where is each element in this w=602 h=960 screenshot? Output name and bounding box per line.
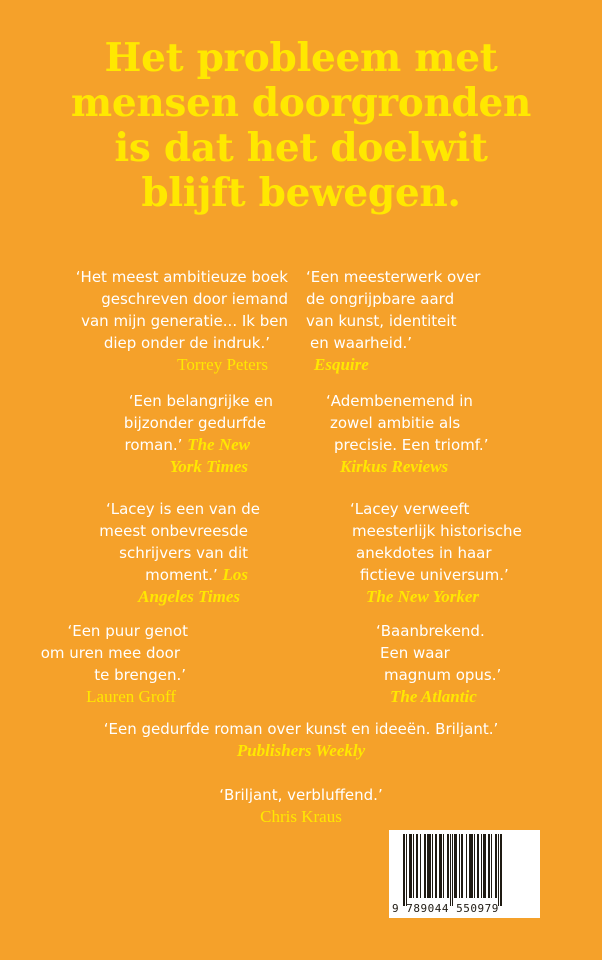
quote-chris-kraus — [0, 784, 602, 828]
quote-line: magnum opus.’ — [384, 666, 502, 684]
quote-line: meest onbevreesde — [99, 522, 248, 540]
quote-line: ‘Een puur genot — [67, 622, 188, 640]
quote-source: The Atlantic — [390, 687, 477, 706]
headline-line: is dat het doelwit — [114, 125, 488, 171]
quote-source: Esquire — [314, 355, 369, 374]
quote-the-atlantic — [306, 620, 501, 708]
quote-line: ‘Adembenemend in — [326, 392, 473, 410]
quote-line: schrijvers van dit — [119, 544, 248, 562]
quote-line: ‘Het meest ambitieuze boek — [75, 268, 288, 286]
quote-line: ‘Lacey verweeft — [350, 500, 470, 518]
isbn-number: 9 789044 550979 — [392, 902, 499, 915]
quote-source-cont: York Times — [169, 457, 248, 476]
barcode-bars — [403, 834, 531, 904]
quote-line: de ongrijpbare aard — [306, 290, 455, 308]
quote-line: ‘Baanbrekend. — [376, 622, 485, 640]
quote-line: moment.’ — [145, 566, 218, 584]
quote-new-yorker — [306, 498, 522, 608]
quote-line: ‘Een belangrijke en — [128, 392, 273, 410]
quote-source: Chris Kraus — [260, 807, 342, 826]
quote-source: The New — [187, 435, 250, 454]
quote-line: van kunst, identiteit — [306, 312, 457, 330]
quote-line: roman.’ — [124, 436, 183, 454]
quote-source: Lauren Groff — [86, 687, 176, 706]
quote-line: en waarheid.’ — [310, 334, 413, 352]
quote-line: van mijn generatie... Ik ben — [81, 312, 288, 330]
quote-line: ‘Briljant, verbluffend.’ — [219, 786, 383, 804]
quote-line: ‘Een meesterwerk over — [306, 268, 481, 286]
quote-source-cont: Angeles Times — [138, 587, 240, 606]
quote-line: om uren mee door — [40, 644, 180, 662]
headline-line: blijft bewegen. — [141, 170, 461, 216]
quote-torrey-peters — [76, 266, 288, 376]
quote-los-angeles-times — [99, 498, 288, 608]
isbn-barcode — [389, 830, 540, 918]
quote-line: te brengen.’ — [94, 666, 186, 684]
headline-line: Het probleem met — [104, 35, 498, 81]
quote-line: meesterlijk historische — [352, 522, 522, 540]
quote-kirkus-reviews — [306, 390, 488, 478]
quote-line: diep onder de indruk.’ — [103, 334, 270, 352]
headline-line: mensen doorgronden — [70, 80, 532, 126]
quote-publishers-weekly — [0, 718, 602, 762]
quote-line: Een waar — [380, 644, 450, 662]
quote-source: Publishers Weekly — [236, 741, 366, 760]
quote-line: geschreven door iemand — [101, 290, 288, 308]
quote-line: anekdotes in haar — [356, 544, 492, 562]
quote-lauren-groff — [41, 620, 288, 708]
quote-esquire — [306, 266, 480, 376]
quote-new-york-times — [124, 390, 288, 478]
quote-line: fictieve universum.’ — [360, 566, 509, 584]
quote-line: ‘Een gedurfde roman over kunst en ideeën. Briljant.’ — [103, 720, 499, 738]
quote-source: Los — [222, 565, 248, 584]
quote-line: bijzonder gedurfde — [123, 414, 266, 432]
quote-source: Kirkus Reviews — [340, 457, 449, 476]
headline — [0, 36, 602, 216]
quote-source: Torrey Peters — [177, 355, 268, 374]
quote-line: ‘Lacey is een van de — [105, 500, 260, 518]
quote-line: zowel ambitie als — [330, 414, 461, 432]
quote-source: The New Yorker — [366, 587, 480, 606]
quote-line: precisie. Een triomf.’ — [334, 436, 489, 454]
